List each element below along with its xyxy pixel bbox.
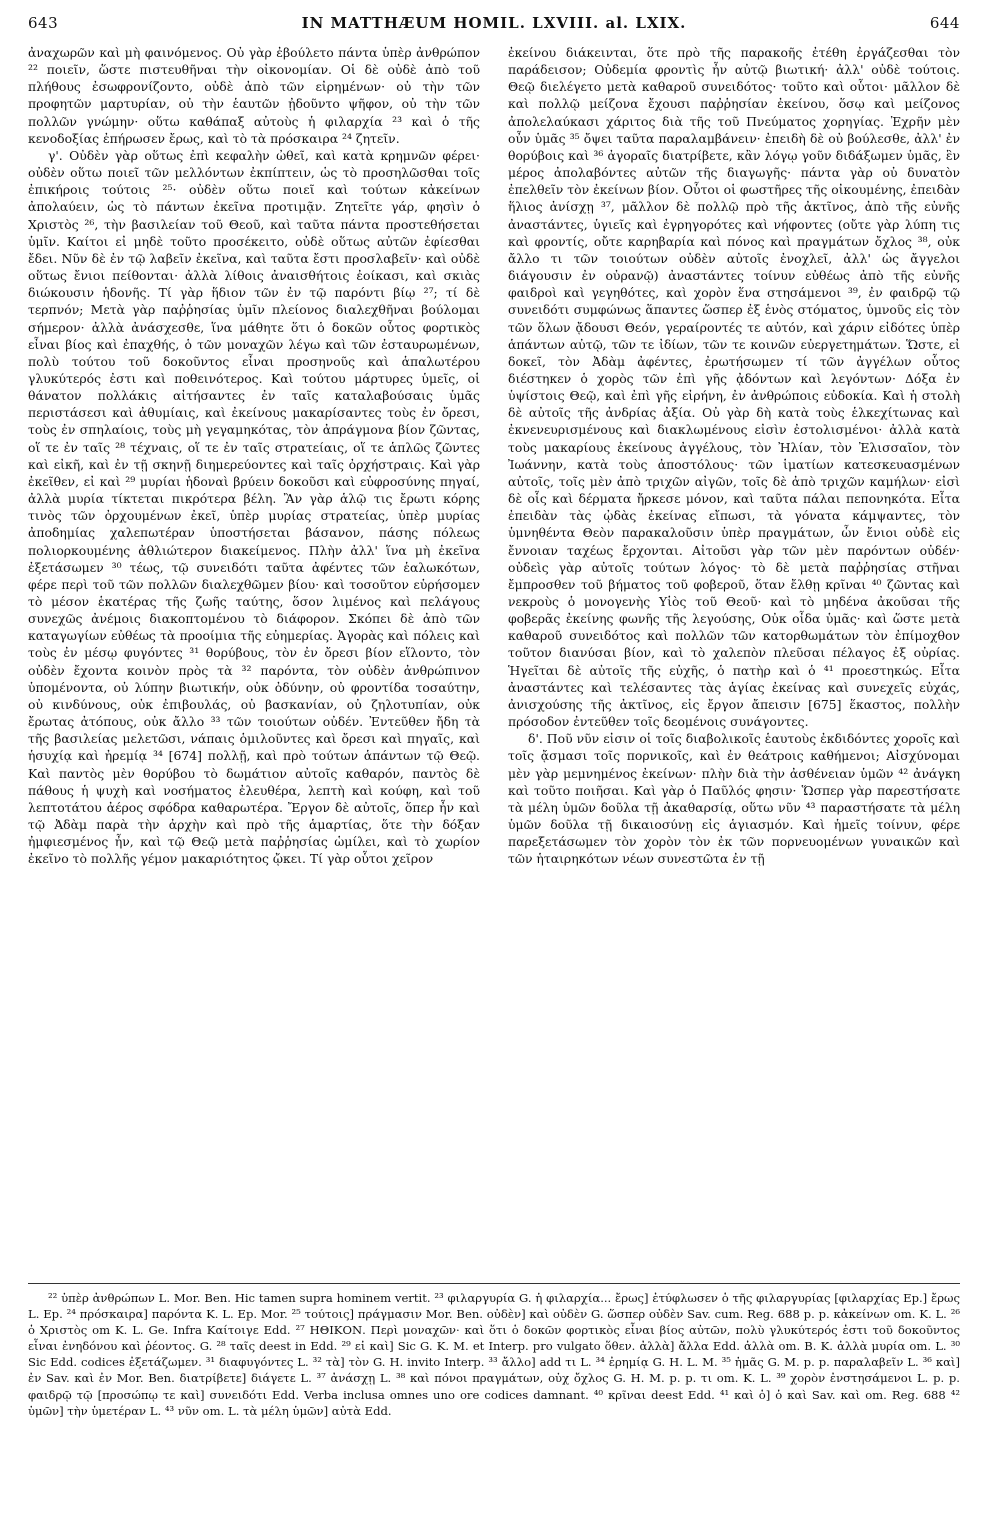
footnotes	[28, 1290, 960, 1512]
left-column	[28, 44, 480, 1279]
page-number-left: 643	[28, 14, 59, 32]
page-number-right: 644	[929, 14, 960, 32]
running-title: IN MATTHÆUM HOMIL. LXVIII. al. LXIX.	[301, 14, 687, 32]
right-paragraph-2: δ'. Ποῦ νῦν εἰσιν οἱ τοῖς διαβολικοῖς ἑαυτοὺς ἐκδιδόντες χοροῖς καὶ τοῖς ᾄσμασι τοῖς πορνικοῖς, καὶ ἐν θεάτροις καθήμενοι; Αἰσχύνομαι μὲν γὰρ μεμνημένος ἐκείνων· πλὴν διὰ τὴν ἀσθένειαν ὑμῶν ⁴² ἀνάγκη καὶ τοῦτο ποιῆσαι. Καὶ γὰρ ὁ Παῦλός φησιν· Ὥσπερ γὰρ παρεστήσατε τὰ μέλη ὑμῶν δοῦλα τῇ ἀκαθαρσίᾳ, οὕτω νῦν ⁴³ παραστήσατε τὰ μέλη ὑμῶν δοῦλα τῇ δικαιοσύνῃ εἰς ἁγιασμόν. Καὶ ἡμεῖς τοίνυν, φέρε παρεξετάσωμεν τὸν χορὸν τὸν ἐκ τῶν πορνευομένων γυναικῶν καὶ τῶν ἡταιρηκότων νέων συνεστῶτα ἐν τῇ	[508, 731, 960, 867]
left-paragraph-1: ἀναχωρῶν καὶ μὴ φαινόμενος. Οὐ γὰρ ἐβούλετο πάντα ὑπὲρ ἀνθρώπον ²² ποιεῖν, ὥστε πιστευθῆναι τὴν οἰκονομίαν. Οἱ δὲ οὐδὲ ἀπὸ τοῦ πλήθους ἐσωφρονίζοντο, οὐδὲ ἀπὸ τῶν εἰρημένων· οὐ τὴν τῶν προφητῶν μαρτυρίαν, οὐ τὴν ἑαυτῶν ᾐδοῦντο ψῆφον, οὐ τὴν τῶν πολλῶν γνώμην· οὕτω καθάπαξ αὐτοὺς ἡ φιλαρχία ²³ καὶ ὁ τῆς κενοδοξίας ἐπήρωσεν ἔρως, καὶ τὸ τὰ πρόσκαιρα ²⁴ ζητεῖν.	[28, 45, 480, 146]
book-page	[28, 14, 960, 1524]
right-paragraph-1: ἐκείνου διάκεινται, ὅτε πρὸ τῆς παρακοῆς ἐτέθη ἐργάζεσθαι τὸν παράδεισον; Οὐδεμία φροντὶς ἦν αὐτῷ βιωτική· ἀλλ' οὐδὲ τούτοις. Θεῷ διελέγετο μετὰ καθαροῦ συνειδότος· τοῦτο καὶ οὗτοι· μᾶλλον δὲ καὶ πολλῷ μείζονα ἔχουσι παῤῥησίαν ἐκείνου, ὅσῳ καὶ μείζονος ἀπολελαύκασι χάριτος διὰ τῆς τοῦ Πνεύματος χορηγίας. Ἐχρῆν μὲν οὖν ὑμᾶς ³⁵ ὄψει ταῦτα παραλαμβάνειν· ἐπειδὴ δὲ οὐ βούλεσθε, ἀλλ' ἐν θορύβοις καὶ ³⁶ ἀγοραῖς διατρίβετε, κἂν λόγῳ γοῦν διδάξωμεν ὑμᾶς, ἓν μέρος ἀπολαβόντες αὐτῶν τῆς διαγωγῆς· πάντα γὰρ οὐ δυνατὸν ἐπελθεῖν τὸν ἐκείνων βίον. Οὗτοι οἱ φωστῆρες τῆς οἰκουμένης, ἐπειδὰν ἥλιος ἀνίσχῃ ³⁷, μᾶλλον δὲ πολλῷ πρὸ τῆς ἀκτῖνος, ἀπὸ τῆς εὐνῆς ἀναστάντες, ὑγιεῖς καὶ ἐγρηγορότες καὶ νήφοντες (οὔτε γὰρ λύπη τις καὶ φροντίς, οὔτε καρηβαρία καὶ πόνος καὶ πραγμάτων ὄχλος ³⁸, οὐκ ἄλλο τι τῶν τοιούτων οὐδὲν αὐτοῖς ἐνοχλεῖ, ἀλλ' ὡς ἄγγελοι διάγουσιν ἐν οὐρανῷ) ἀναστάντες τοίνυν εὐθέως ἀπὸ τῆς εὐνῆς φαιδροὶ καὶ γεγηθότες, καὶ χορὸν ἕνα στησάμενοι ³⁹, ἐν φαιδρῷ τῷ συνειδότι συμφώνως ἅπαντες ὥσπερ ἐξ ἑνὸς στόματος, ὑμνοῦς εἰς τὸν τῶν ὅλων ᾄδουσι Θεόν, γεραίροντές τε αὐτόν, καὶ χάριν εἰδότες ὑπὲρ ἁπάντων αὐτῷ, τῶν τε ἰδίων, τῶν τε κοινῶν εὐεργετημάτων. Ὥστε, εἰ δοκεῖ, τὸν Ἀδὰμ ἀφέντες, ἐρωτήσωμεν τί τῶν ἀγγέλων οὗτος διέστηκεν ὁ χορὸς τῶν ἐπὶ γῆς ᾀδόντων καὶ λεγόντων· Δόξα ἐν ὑψίστοις Θεῷ, καὶ ἐπὶ γῆς εἰρήνη, ἐν ἀνθρώποις εὐδοκία. Καὶ ἡ στολὴ δὲ αὐτοῖς τῆς ἀνδρίας ἀξία. Οὐ γὰρ δὴ κατὰ τοὺς ἑλκεχίτωνας καὶ ἐκνενευρισμένους καὶ διακλωμένους εἰσὶν ἐστολισμένοι· ἀλλὰ κατὰ τοὺς μακαρίους ἐκείνους ἀγγέλους, τὸν Ἠλίαν, τὸν Ἐλισσαῖον, τὸν Ἰωάννην, κατὰ τοὺς ἀποστόλους· τῶν ἱματίων κατεσκευασμένων αὐτοῖς, τοῖς μὲν ἀπὸ τριχῶν αἰγῶν, τοῖς δὲ ἀπὸ τριχῶν καμήλων· εἰσὶ δὲ οἷς καὶ δέρματα ἤρκεσε μόνον, καὶ ταῦτα πάλαι πεπονηκότα. Εἶτα ἐπειδὰν τὰς ᾠδὰς ἐκείνας εἴπωσι, τὰ γόνατα κάμψαντες, τὸν ὑμνηθέντα Θεὸν παρακαλοῦσιν ὑπὲρ πραγμάτων, ὧν ἔνιοι οὐδὲ εἰς ἔννοιαν ταχέως ἔρχονται. Αἰτοῦσι γὰρ τῶν μὲν παρόντων οὐδέν· οὐδεὶς γὰρ αὐτοῖς τούτων λόγος· τὸ δὲ μετὰ παῤῥησίας στῆναι ἔμπροσθεν τοῦ βήματος τοῦ φοβεροῦ, ὅταν ἔλθῃ κρῖναι ⁴⁰ ζῶντας καὶ νεκροὺς ὁ μονογενὴς Υἱὸς τοῦ Θεοῦ· καὶ τὸ μηδένα ἀκοῦσαι τῆς φοβερᾶς ἐκείνης φωνῆς τῆς λεγούσης, Οὐκ οἶδα ὑμᾶς· καὶ ὥστε μετὰ καθαροῦ συνειδότος καὶ πολλῶν τῶν κατορθωμάτων τὸν ἐπίμοχθον τοῦτον διανύσαι βίον, καὶ τὸ χαλεπὸν πλεῦσαι πέλαγος ἐξ οὐρίας. Ἡγεῖται δὲ αὐτοῖς τῆς εὐχῆς, ὁ πατὴρ καὶ ὁ ⁴¹ προεστηκώς. Εἶτα ἀναστάντες καὶ τελέσαντες τὰς ἁγίας ἐκείνας καὶ συνεχεῖς εὐχάς, ἀνισχούσης τῆς ἀκτῖνος, εἰς ἔργον ἄπεισιν [675] ἕκαστος, πολλὴν πρόσοδον ἐντεῦθεν τοῖς δεομένοις συνάγοντες.	[508, 45, 960, 730]
footnote-rule	[28, 1283, 960, 1284]
footnotes-text: ²² ὑπὲρ ἀνθρώπων L. Mor. Ben. Hic tamen supra hominem vertit. ²³ φιλαργυρία G. ἡ φιλαρχία... ἔρως] ἐτύφλωσεν ὁ τῆς φιλαργυρίας [φιλαρχίας Ep.] ἔρως L. Ep. ²⁴ πρόσκαιρα] παρόντα K. L. Ep. Mor. ²⁵ τούτοις] πράγμασιν Mor. Ben. οὐδὲν] καὶ οὐδὲν G. ὥσπερ οὐδὲν Sav. cum. Reg. 688 p. p. κἀκείνων om. K. L. ²⁶ ὁ Χριστὸς om K. L. Ge. Infra Καίτοιγε Edd. ²⁷ ΗΘΙΚΟΝ. Περὶ μοναχῶν· καὶ ὅτι ὁ δοκῶν φορτικὸς εἶναι βίος αὐτῶν, πολὺ γλυκύτερός ἐστι τοῦ δοκοῦντος εἶναι ἐνηδόνου καὶ ῥέοντος. G. ²⁸ ταῖς deest in Edd. ²⁹ εἰ καὶ] Sic G. K. M. et Interp. pro vulgato ὅθεν. ἀλλὰ] ἄλλα Edd. ἀλλὰ om. B. K. ἀλλὰ μυρία om. L. ³⁰ Sic Edd. codices ἐξετάζωμεν. ³¹ διαφυγόντες L. ³² τὰ] τὸν G. H. invito Interp. ³³ ἄλλο] add τι L. ³⁴ ἐρημίᾳ G. H. L. M. ³⁵ ἡμᾶς G. M. p. p. παραλαβεῖν L. ³⁶ καὶ] ἐν Sav. καὶ ἐν Mor. Ben. διατρίβετε] διάγετε L. ³⁷ ἀνάσχῃ L. ³⁸ καὶ πόνοι πραγμάτων, οὐχ ὄχλος G. H. M. p. p. τι om. K. L. ³⁹ χορὸν ἐνστησάμενοι L. p. p. φαιδρῷ τῷ [προσώπῳ τε καὶ] συνειδότι Edd. Verba inclusa omnes uno ore codices damnant. ⁴⁰ κρῖναι deest Edd. ⁴¹ καὶ ὁ] ὁ καὶ Sav. καὶ om. Reg. 688 ⁴² ὑμῶν] τὴν ὑμετέραν L. ⁴³ νῦν om. L. τὰ μέλη ὑμῶν] αὐτὰ Edd.	[28, 1291, 960, 1418]
left-paragraph-2: γ'. Οὐδὲν γὰρ οὕτως ἐπὶ κεφαλὴν ὠθεῖ, καὶ κατὰ κρημνῶν φέρει· οὐδὲν οὕτω ποιεῖ τῶν μελλόντων ἐκπίπτειν, ὡς τὸ προσηλῶσθαι τοῖς ἐπικήροις τούτοις ²⁵· οὐδὲν οὕτω ποιεῖ καὶ τούτων κἀκείνων ἀπολαύειν, ὡς τὸ πάντων ἐκεῖνα προτιμᾷν. Ζητεῖτε γάρ, φησὶν ὁ Χριστὸς ²⁶, τὴν βασιλείαν τοῦ Θεοῦ, καὶ ταῦτα πάντα προστεθήσεται ὑμῖν. Καίτοι εἰ μηδὲ τοῦτο προσέκειτο, οὐδὲ οὕτως αὐτῶν ἐφίεσθαι ἔδει. Νῦν δὲ ἐν τῷ λαβεῖν ἐκεῖνα, καὶ ταῦτα ἔστι προσλαβεῖν· καὶ οὐδὲ οὕτως ἔνιοι πείθονται· ἀλλὰ λίθοις ἀναισθήτοις ἐοίκασι, καὶ σκιὰς διώκουσιν ἡδονῆς. Τί γὰρ ἥδιον τῶν ἐν τῷ παρόντι βίῳ ²⁷; τί δὲ τερπνόν; Μετὰ γὰρ παῤῥησίας ὑμῖν πλείονος διαλεχθῆναι βούλομαι σήμερον· ἀλλὰ ἀνάσχεσθε, ἵνα μάθητε ὅτι ὁ δοκῶν οὗτος φορτικὸς εἶναι βίος καὶ ἐπαχθής, ὁ τῶν μοναχῶν λέγω καὶ τῶν ἐσταυρωμένων, πολὺ τούτου τοῦ δοκοῦντος εἶναι προσηνοῦς καὶ ἁπαλωτέρου γλυκύτερός ἐστι καὶ ποθεινότερος. Καὶ τούτου μάρτυρες ὑμεῖς, οἱ θάνατον πολλάκις αἰτήσαντες ἐν ταῖς καταλαβούσαις ὑμᾶς περιστάσεσι καὶ ἀθυμίαις, καὶ ἐκείνους μακαρίσαντες τοὺς ἐν ὄρεσι, τοὺς ἐν σπηλαίοις, τοὺς μὴ γεγαμηκότας, τὸν ἀπράγμονα βίον ζῶντας, οἵ τε ἐν ταῖς ²⁸ τέχναις, οἵ τε ἐν ταῖς στρατείαις, οἵ τε ἁπλῶς ζῶντες καὶ εἰκῆ, καὶ ἐν τῇ σκηνῇ διημερεύοντες καὶ ταῖς ὀρχήστραις. Καὶ γὰρ ἐκεῖθεν, εἰ καὶ ²⁹ μυρίαι ἡδοναὶ βρύειν δοκοῦσι καὶ εὐφροσύνης πηγαί, ἀλλὰ μυρία τίκτεται πικρότερα βέλη. Ἂν γὰρ ἁλῷ τις ἔρωτι κόρης τινὸς τῶν ὀρχουμένων ἐκεῖ, ὑπὲρ μυρίας στρατείας, ὑπὲρ μυρίας ἀποδημίας χαλεπωτέραν ὑποστήσεται βάσανον, πάσης πόλεως πολιορκουμένης ἀθλιώτερον διακείμενος. Πλὴν ἀλλ' ἵνα μὴ ἐκεῖνα ἐξετάσωμεν ³⁰ τέως, τῷ συνειδότι ταῦτα ἀφέντες τῶν ἑαλωκότων, φέρε περὶ τοῦ τῶν πολλῶν διαλεχθῶμεν βίου· καὶ τοσοῦτον εὑρήσομεν τὸ μέσον ἑκατέρας τῆς ζωῆς ταύτης, ὅσον λιμένος καὶ πελάγους συνεχῶς ἀνέμοις διακοπτομένου τὸ διάφορον. Σκόπει δὲ ἀπὸ τῶν καταγωγίων εὐθέως τὰ προοίμια τῆς εὐημερίας. Ἀγορὰς καὶ πόλεις καὶ τοὺς ἐν μέσῳ φυγόντες ³¹ θορύβους, τὸν ἐν ὄρεσι βίον εἵλοντο, τὸν οὐδὲν ἔχοντα κοινὸν πρὸς τὰ ³² παρόντα, τὸν οὐδὲν ἀνθρώπινον ὑπομένοντα, οὐ λύπην βιωτικήν, οὐκ ὀδύνην, οὐ φροντίδα τοσαύτην, οὐ κινδύνους, οὐκ ἐπιβουλάς, οὐ βασκανίαν, οὐ ζηλοτυπίαν, οὐκ ἔρωτας ἀτόπους, οὐκ ἄλλο ³³ τῶν τοιούτων οὐδέν. Ἐντεῦθεν ἤδη τὰ τῆς βασιλείας μελετῶσι, νάπαις ὁμιλοῦντες καὶ ὄρεσι καὶ πηγαῖς, καὶ ἡσυχίᾳ καὶ ἠρεμίᾳ ³⁴ [674] πολλῇ, καὶ πρὸ τούτων ἁπάντων τῷ Θεῷ. Καὶ παντὸς μὲν θορύβου τὸ δωμάτιον αὐτοῖς καθαρόν, παντὸς δὲ πάθους ἡ ψυχὴ καὶ νοσήματος ἐλευθέρα, λεπτὴ καὶ κούφη, καὶ τοῦ λεπτοτάτου ἀέρος σφόδρα καθαρωτέρα. Ἔργον δὲ αὐτοῖς, ὅπερ ἦν καὶ τῷ Ἀδὰμ παρὰ τὴν ἀρχὴν καὶ πρὸ τῆς ἁμαρτίας, ὅτε τὴν δόξαν ἠμφιεσμένος ἦν, καὶ τῷ Θεῷ μετὰ παῤῥησίας ὡμίλει, καὶ τὸ χωρίον ἐκεῖνο τὸ πολλῆς γέμον μακαριότητος ᾤκει. Τί γὰρ οὗτοι χεῖρον	[28, 147, 480, 867]
running-header	[28, 14, 960, 44]
right-column	[508, 44, 960, 1279]
text-columns	[28, 44, 960, 1279]
